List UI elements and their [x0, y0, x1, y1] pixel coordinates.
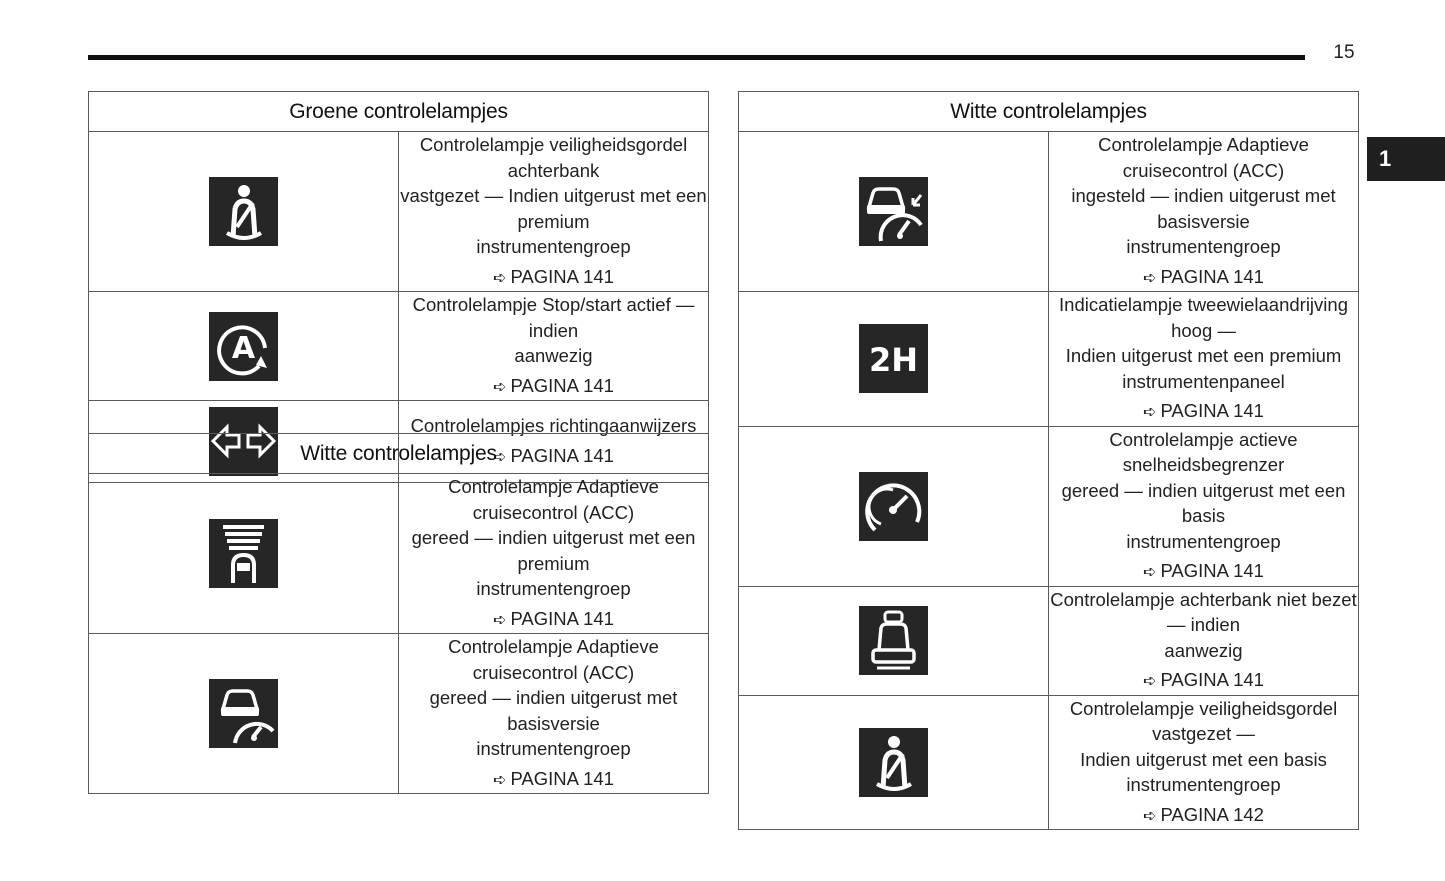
- page-reference: PAGINA 141: [510, 374, 614, 396]
- description-line: Controlelampje actieve snelheidsbegrenzer: [1109, 428, 1298, 475]
- description-line: Controlelampje Adaptieve cruisecontrol (ACC): [448, 636, 659, 683]
- description-line: Controlelampje Adaptieve cruisecontrol (ACC): [448, 476, 659, 523]
- page-reference: PAGINA 141: [1160, 560, 1264, 581]
- chapter-tab: 1: [1367, 137, 1445, 181]
- acc-set-base-icon: [859, 177, 928, 246]
- page-reference: PAGINA 141: [1160, 669, 1264, 690]
- page-reference: PAGINA 141: [1160, 400, 1264, 421]
- green-lamps-table: [88, 91, 709, 483]
- page-ref-arrow-icon: ➪: [1143, 404, 1157, 421]
- description-line: Controlelampje Stop/start actief — indien: [412, 294, 695, 341]
- two-wheel-high-icon: [859, 324, 928, 393]
- description-line: instrumentengroep: [476, 738, 631, 759]
- page-number: 15: [1333, 42, 1355, 63]
- table-title: Witte controlelampjes: [739, 92, 1359, 132]
- table-row: [739, 132, 1359, 292]
- table-row: [89, 292, 709, 401]
- description-line: aanwezig: [514, 345, 593, 366]
- description-line: instrumentengroep: [1126, 530, 1281, 552]
- page-ref-arrow-icon: ➪: [493, 771, 507, 789]
- acc-ready-premium-icon: [209, 519, 278, 588]
- svg-text:A: A: [231, 330, 256, 366]
- description-line: instrumentengroep: [1126, 774, 1281, 795]
- description-line: Indicatielampje tweewielaandrijving hoog —: [1059, 294, 1348, 341]
- description-line: Indien uitgerust met een basis: [1080, 748, 1327, 770]
- page-reference: PAGINA 142: [1160, 803, 1264, 825]
- seatbelt-rear-icon: [209, 177, 278, 246]
- acc-ready-base-icon: [209, 679, 278, 748]
- table-row: [89, 634, 709, 794]
- description-line: gereed — indien uitgerust met een premium: [411, 527, 696, 574]
- page-reference: PAGINA 141: [510, 444, 614, 466]
- description-line: instrumentengroep: [476, 578, 631, 599]
- page-reference: PAGINA 141: [510, 607, 614, 629]
- white-lamps-table-right: [738, 91, 1359, 830]
- page-ref-arrow-icon: ➪: [1143, 807, 1157, 825]
- table-row: [739, 586, 1359, 695]
- table-title: Witte controlelampjes: [89, 434, 709, 474]
- page-ref-arrow-icon: ➪: [1143, 269, 1157, 287]
- description-line: instrumentengroep: [1126, 236, 1281, 257]
- description-line: Controlelampje veiligheidsgordel achterbank: [419, 134, 688, 181]
- description-line: Controlelampje Adaptieve cruisecontrol (ACC): [1098, 134, 1309, 181]
- page-ref-arrow-icon: ➪: [493, 378, 507, 396]
- description-line: Controlelampjes richtingaanwijzers: [410, 415, 697, 436]
- description-line: instrumentenpaneel: [1122, 370, 1285, 392]
- table-row: [739, 695, 1359, 830]
- rear-seat-unoccupied-icon: [859, 606, 928, 675]
- table-row: [89, 474, 709, 634]
- description-line: instrumentengroep: [476, 236, 631, 257]
- table-row: [739, 292, 1359, 427]
- table-row: [89, 132, 709, 292]
- page-reference: PAGINA 141: [510, 767, 614, 789]
- description-line: ingesteld — indien uitgerust met basisversie: [1071, 185, 1336, 232]
- seatbelt-fastened-icon: [859, 728, 928, 797]
- page-ref-arrow-icon: ➪: [493, 269, 507, 287]
- description-line: gereed — indien uitgerust met een basis: [1061, 479, 1346, 526]
- description-line: Indien uitgerust met een premium: [1065, 345, 1342, 366]
- page-ref-arrow-icon: ➪: [1143, 564, 1157, 581]
- page-ref-arrow-icon: ➪: [1143, 673, 1157, 690]
- page-ref-arrow-icon: ➪: [493, 448, 507, 466]
- page-reference: PAGINA 141: [510, 265, 614, 287]
- speed-limiter-icon: [859, 472, 928, 541]
- auto-stop-start-icon: [209, 312, 278, 381]
- description-line: Controlelampje achterbank niet bezet — indien: [1050, 588, 1357, 635]
- header-rule: [88, 55, 1305, 60]
- description-line: gereed — indien uitgerust met basisversie: [429, 687, 678, 734]
- description-line: aanwezig: [1164, 639, 1243, 661]
- table-title: Groene controlelampjes: [89, 92, 709, 132]
- page-ref-arrow-icon: ➪: [493, 611, 507, 629]
- white-lamps-table-left: [88, 433, 709, 794]
- two-wheel-high-label: 2H: [868, 341, 919, 380]
- page-reference: PAGINA 141: [1160, 265, 1264, 287]
- description-line: vastgezet — Indien uitgerust met een premium: [400, 185, 707, 232]
- table-row: [739, 426, 1359, 586]
- description-line: Controlelampje veiligheidsgordel vastgezet —: [1069, 697, 1338, 744]
